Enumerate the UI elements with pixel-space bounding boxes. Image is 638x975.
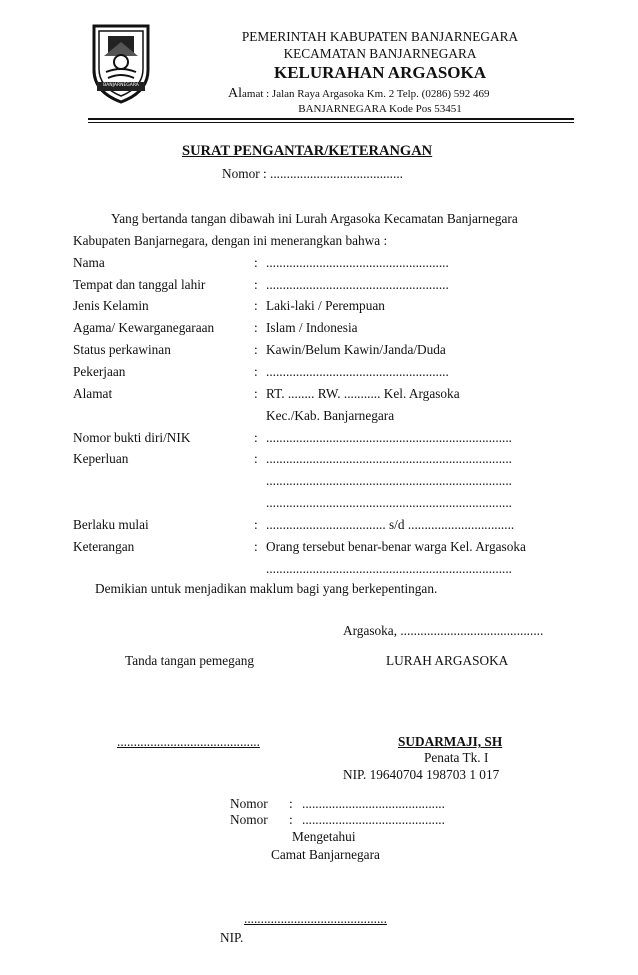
header-postcode-line: BANJARNEGARA Kode Pos 53451 [298,103,462,115]
field-colon: : [254,298,258,313]
field-label: Berlaku mulai [73,517,149,532]
registration-number-2-colon: : [289,812,293,827]
header-government-line: PEMERINTAH KABUPATEN BANJARNEGARA [241,29,519,44]
document-number: Nomor : ........................................ [222,166,403,181]
field-value: Kawin/Belum Kawin/Janda/Duda [266,342,446,357]
field-value: Orang tersebut benar-benar warga Kel. Argasoka [266,539,526,554]
field-label: Keperluan [73,451,129,466]
field-colon: : [254,517,258,532]
lurah-rank: Penata Tk. I [424,750,489,765]
registration-number-label: Nomor [230,796,268,811]
field-colon: : [254,539,258,554]
address-prefix: Al [228,86,242,101]
registration-number-colon: : [289,796,293,811]
field-value-continued: .......................................................................... [266,473,512,488]
field-label: Tempat dan tanggal lahir [73,277,206,292]
registration-number-2-value: ........................................... [302,812,445,827]
header-address-line [228,86,490,102]
logo-label: BANJARNEGARA [103,83,139,88]
field-colon: : [254,255,258,270]
header-kelurahan-line: KELURAHAN ARGASOKA [273,63,487,82]
camat-nip: NIP. [220,930,244,945]
acknowledged-label: Mengetahui [292,829,356,844]
camat-signature-name: ........................................... [244,911,387,926]
holder-signature-name: ........................................... [117,734,260,749]
field-label: Nama [73,255,105,270]
lurah-name: SUDARMAJI, SH [398,734,503,749]
lurah-nip: NIP. 19640704 198703 1 017 [343,767,500,782]
place-and-date: Argasoka, ........................................... [343,623,544,638]
intro-line-1: Yang bertanda tangan dibawah ini Lurah Argasoka Kecamatan Banjarnegara [111,211,518,226]
field-label: Agama/ Kewarganegaraan [73,320,215,335]
closing-statement: Demikian untuk menjadikan maklum bagi yang berkepentingan. [95,581,438,596]
registration-number-2-label: Nomor [230,812,268,827]
field-label: Pekerjaan [73,364,126,379]
field-colon: : [254,277,258,292]
header-divider-thick [88,118,574,120]
address-text: amat : Jalan Raya Argasoka Km. 2 Telp. (0286) 592 469 [242,88,490,100]
field-label: Status perkawinan [73,342,171,357]
field-value: .................................... s/d ................................ [266,517,515,532]
field-label: Nomor bukti diri/NIK [73,430,191,445]
field-value: Laki-laki / Perempuan [266,298,385,313]
kabupaten-emblem-logo [90,22,152,106]
field-value: RT. ........ RW. ........... Kel. Argasoka [266,386,460,401]
field-value-continued: Kec./Kab. Banjarnegara [266,408,395,423]
field-value-continued: .......................................................................... [266,495,512,510]
header-kecamatan-line: KECAMATAN BANJARNEGARA [283,46,477,61]
field-value: Islam / Indonesia [266,320,358,335]
field-label: Jenis Kelamin [73,298,149,313]
field-value: ....................................................... [266,364,449,379]
field-value: ....................................................... [266,255,449,270]
intro-line-2: Kabupaten Banjarnegara, dengan ini menerangkan bahwa : [73,233,388,248]
field-value: .......................................................................... [266,430,512,445]
field-colon: : [254,386,258,401]
field-colon: : [254,430,258,445]
field-value: ....................................................... [266,277,449,292]
lurah-signature-title: LURAH ARGASOKA [386,653,509,668]
field-colon: : [254,451,258,466]
shield-emblem-icon [90,22,152,106]
registration-number-value: ........................................... [302,796,445,811]
field-label: Keterangan [73,539,135,554]
field-value-continued: .......................................................................... [266,561,512,576]
holder-signature-title: Tanda tangan pemegang [125,653,255,668]
header-divider-thin [88,122,574,123]
field-colon: : [254,320,258,335]
field-colon: : [254,364,258,379]
camat-title: Camat Banjarnegara [271,847,380,862]
field-label: Alamat [73,386,113,401]
field-colon: : [254,342,258,357]
field-value: .......................................................................... [266,451,512,466]
document-title: SURAT PENGANTAR/KETERANGAN [182,143,433,159]
